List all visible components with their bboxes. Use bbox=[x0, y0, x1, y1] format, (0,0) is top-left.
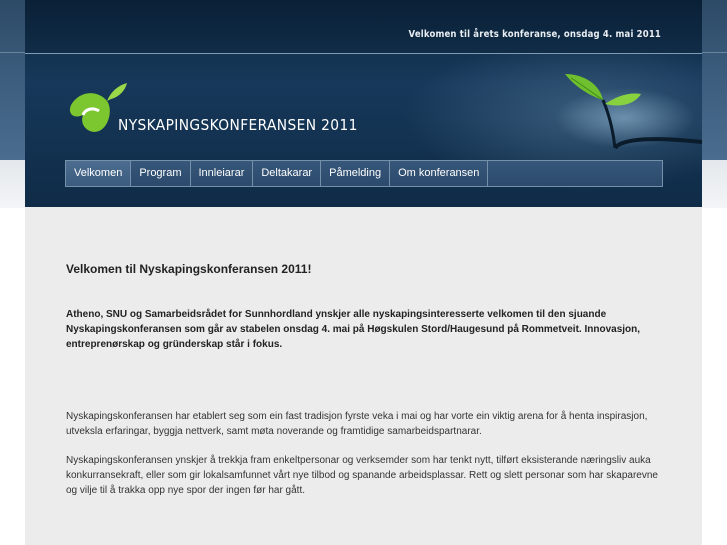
page-title: Velkomen til Nyskapingskonferansen 2011! bbox=[66, 262, 312, 276]
logo-text: NYSKAPINGSKONFERANSEN 2011 bbox=[118, 116, 358, 134]
header-tagline: Velkomen til årets konferanse, onsdag 4. mai 2011 bbox=[408, 29, 661, 40]
nav-item-deltakarar[interactable]: Deltakarar bbox=[253, 161, 321, 186]
site-header bbox=[25, 0, 702, 207]
nav-item-innleiarar[interactable]: Innleiarar bbox=[191, 161, 254, 186]
nav-item-velkomen[interactable]: Velkomen bbox=[66, 161, 131, 186]
seedling-illustration bbox=[555, 70, 702, 150]
nav-item-pamelding[interactable]: Påmelding bbox=[321, 161, 390, 186]
header-topbar bbox=[25, 0, 702, 54]
nav-item-om-konferansen[interactable]: Om konferansen bbox=[390, 161, 488, 186]
main-content bbox=[25, 207, 702, 545]
intro-paragraph: Atheno, SNU og Samarbeidsrådet for Sunnhordland ynskjer alle nyskapingsinteresserte velkomen til den sjuande Nyskapingskonferansen som går av stabelen onsdag 4. mai på Høgskulen Stord/Haugesund på Rommetveit. Innovasjon, entreprenørskap og gründerskap står i fokus. bbox=[66, 309, 641, 350]
body-paragraph-1: Nyskapingskonferansen har etablert seg som ein fast tradisjon fyrste veka i mai og har vorte ein viktig arena for å henta inspirasjon, utveksla erfaringar, byggja nettverk, samt møta noverande og framtidige samarbeidspartnarar. bbox=[66, 411, 648, 437]
body-paragraph-2: Nyskapingskonferansen ynskjer å trekkja fram enkeltpersonar og verksemder som har tenkt nytt, tilført eksisterande næringsliv auka konkurransekraft, eller som gir lokalsamfunnet vårt nye tilbod og spanande arbeidsplassar. Rett og slett personar som har skaparevne og vilje til å trakka opp nye spor der ingen før har gått. bbox=[66, 455, 658, 496]
nav-item-program[interactable]: Program bbox=[131, 161, 190, 186]
main-navigation bbox=[65, 160, 663, 187]
